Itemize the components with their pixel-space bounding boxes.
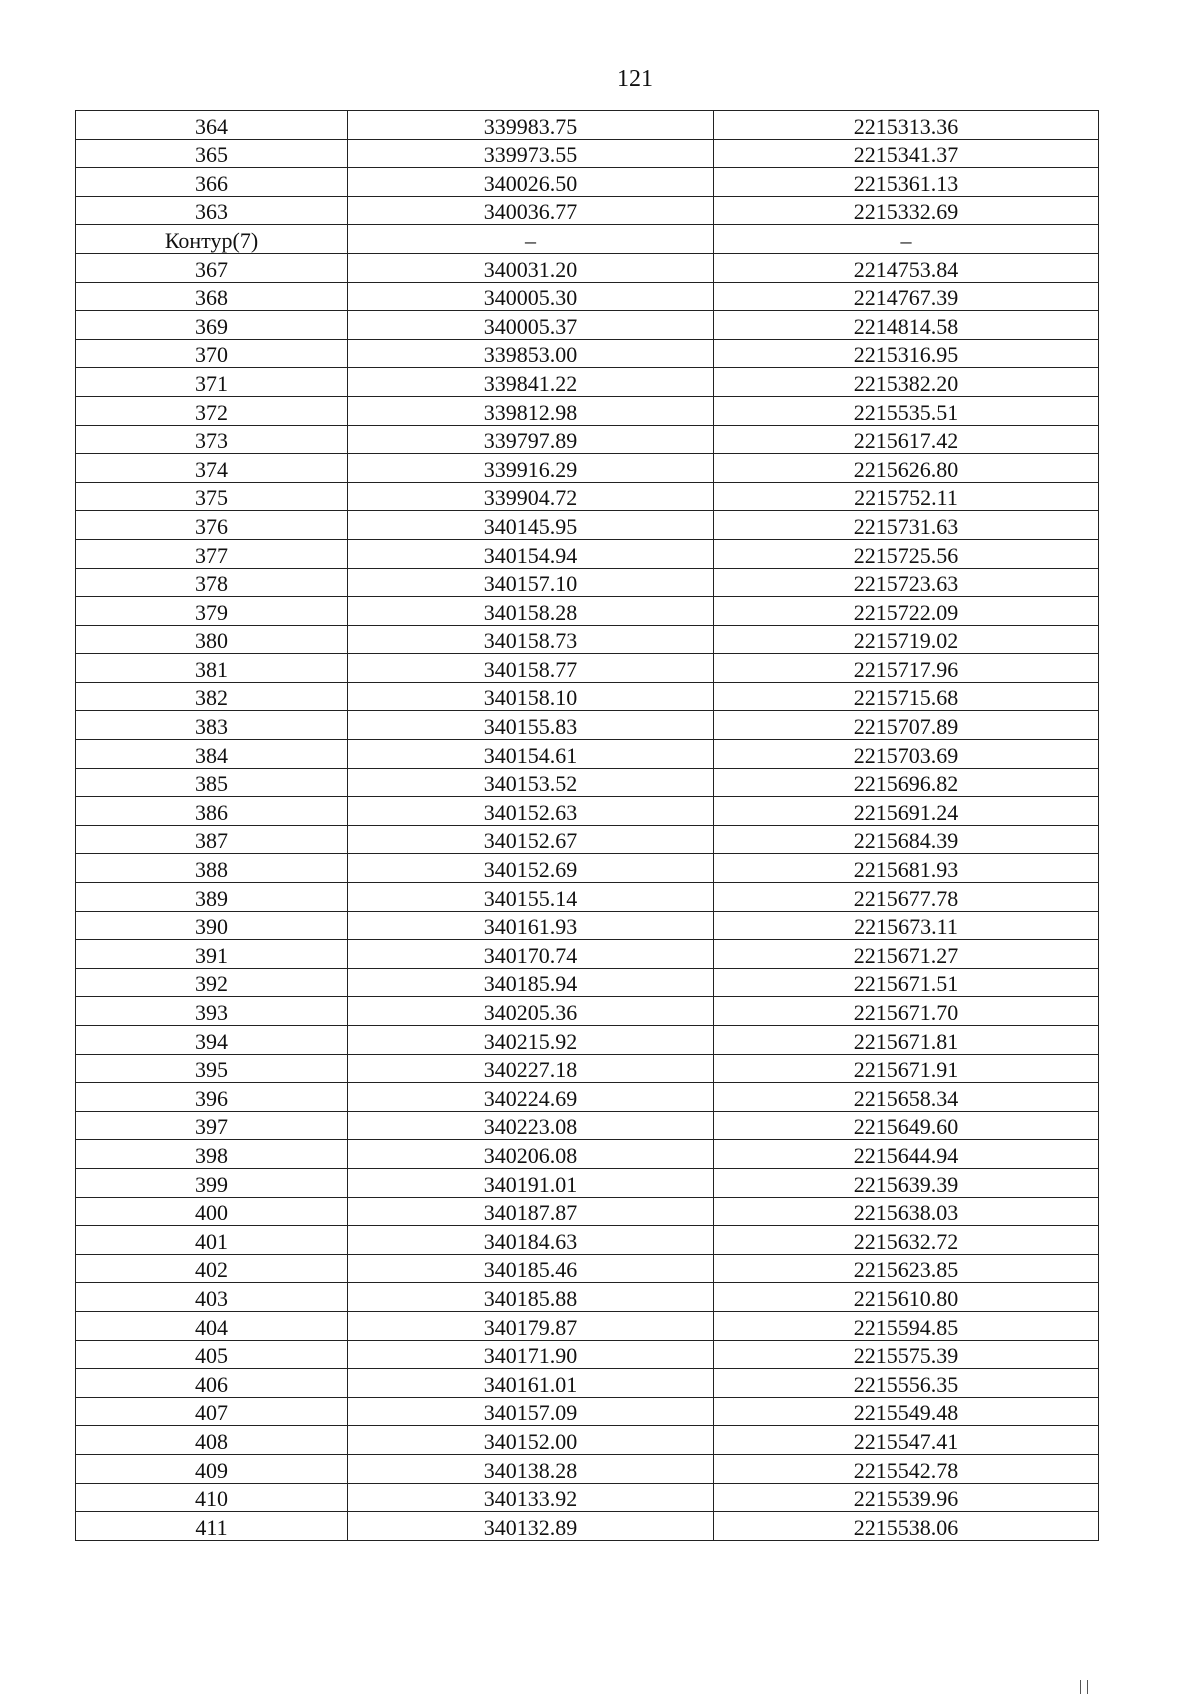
x-coordinate-cell: 340026.50	[348, 168, 714, 197]
table-row	[76, 1140, 1099, 1169]
x-coordinate-cell: 339853.00	[348, 339, 714, 368]
table-row	[76, 1111, 1099, 1140]
y-coordinate-cell: 2215623.85	[714, 1254, 1099, 1283]
y-coordinate-cell: 2215723.63	[714, 568, 1099, 597]
x-coordinate-cell: 340157.10	[348, 568, 714, 597]
point-number-cell: 379	[76, 597, 348, 626]
table-row	[76, 1283, 1099, 1312]
x-coordinate-cell: 340005.37	[348, 311, 714, 340]
x-coordinate-cell: 340184.63	[348, 1226, 714, 1255]
table-row	[76, 1168, 1099, 1197]
point-number-cell: 399	[76, 1168, 348, 1197]
table-row	[76, 311, 1099, 340]
table-row	[76, 168, 1099, 197]
table-row	[76, 968, 1099, 997]
y-coordinate-cell: 2215707.89	[714, 711, 1099, 740]
point-number-cell: 377	[76, 539, 348, 568]
x-coordinate-cell: 340036.77	[348, 196, 714, 225]
point-number-cell: 363	[76, 196, 348, 225]
table-row	[76, 768, 1099, 797]
table-row	[76, 740, 1099, 769]
x-coordinate-cell: 340157.09	[348, 1397, 714, 1426]
x-coordinate-cell: 340152.00	[348, 1426, 714, 1455]
x-coordinate-cell: 340185.88	[348, 1283, 714, 1312]
y-coordinate-cell: 2215594.85	[714, 1311, 1099, 1340]
point-number-cell: 370	[76, 339, 348, 368]
table-row	[76, 1226, 1099, 1255]
y-coordinate-cell: –	[714, 225, 1099, 254]
x-coordinate-cell: 340031.20	[348, 253, 714, 282]
point-number-cell: 410	[76, 1483, 348, 1512]
table-row	[76, 225, 1099, 254]
point-number-cell: 404	[76, 1311, 348, 1340]
y-coordinate-cell: 2215715.68	[714, 682, 1099, 711]
table-row	[76, 482, 1099, 511]
y-coordinate-cell: 2215671.70	[714, 997, 1099, 1026]
x-coordinate-cell: 340152.69	[348, 854, 714, 883]
table-row	[76, 1254, 1099, 1283]
point-number-cell: 402	[76, 1254, 348, 1283]
table-row	[76, 1311, 1099, 1340]
y-coordinate-cell: 2215575.39	[714, 1340, 1099, 1369]
table-row	[76, 797, 1099, 826]
x-coordinate-cell: 340227.18	[348, 1054, 714, 1083]
point-number-cell: 388	[76, 854, 348, 883]
point-number-cell: 381	[76, 654, 348, 683]
point-number-cell: 380	[76, 625, 348, 654]
x-coordinate-cell: 340005.30	[348, 282, 714, 311]
point-number-cell: 375	[76, 482, 348, 511]
y-coordinate-cell: 2215382.20	[714, 368, 1099, 397]
x-coordinate-cell: 340185.94	[348, 968, 714, 997]
point-number-cell: 395	[76, 1054, 348, 1083]
y-coordinate-cell: 2215671.51	[714, 968, 1099, 997]
table-row	[76, 1026, 1099, 1055]
x-coordinate-cell: –	[348, 225, 714, 254]
point-number-cell: 411	[76, 1512, 348, 1541]
table-row	[76, 111, 1099, 140]
x-coordinate-cell: 340152.67	[348, 825, 714, 854]
table-row	[76, 253, 1099, 282]
y-coordinate-cell: 2215341.37	[714, 139, 1099, 168]
table-row	[76, 454, 1099, 483]
y-coordinate-cell: 2215644.94	[714, 1140, 1099, 1169]
x-coordinate-cell: 339983.75	[348, 111, 714, 140]
scan-mark	[1080, 1680, 1088, 1694]
point-number-cell: 383	[76, 711, 348, 740]
point-number-cell: 390	[76, 911, 348, 940]
point-number-cell: 382	[76, 682, 348, 711]
table-row	[76, 339, 1099, 368]
x-coordinate-cell: 340223.08	[348, 1111, 714, 1140]
x-coordinate-cell: 340158.10	[348, 682, 714, 711]
x-coordinate-cell: 340158.73	[348, 625, 714, 654]
table-row	[76, 282, 1099, 311]
point-number-cell: 364	[76, 111, 348, 140]
table-row	[76, 825, 1099, 854]
point-number-cell: 400	[76, 1197, 348, 1226]
y-coordinate-cell: 2215542.78	[714, 1454, 1099, 1483]
x-coordinate-cell: 339812.98	[348, 396, 714, 425]
y-coordinate-cell: 2215671.81	[714, 1026, 1099, 1055]
point-number-cell: 366	[76, 168, 348, 197]
y-coordinate-cell: 2215703.69	[714, 740, 1099, 769]
table-row	[76, 711, 1099, 740]
y-coordinate-cell: 2215556.35	[714, 1369, 1099, 1398]
point-number-cell: 397	[76, 1111, 348, 1140]
y-coordinate-cell: 2215671.27	[714, 940, 1099, 969]
y-coordinate-cell: 2215626.80	[714, 454, 1099, 483]
page-number: 121	[617, 66, 653, 92]
x-coordinate-cell: 339916.29	[348, 454, 714, 483]
table-row	[76, 196, 1099, 225]
table-row	[76, 1397, 1099, 1426]
table-row	[76, 654, 1099, 683]
point-number-cell: 368	[76, 282, 348, 311]
x-coordinate-cell: 339973.55	[348, 139, 714, 168]
y-coordinate-cell: 2215649.60	[714, 1111, 1099, 1140]
point-number-cell: 385	[76, 768, 348, 797]
table-row	[76, 911, 1099, 940]
table-row	[76, 1054, 1099, 1083]
x-coordinate-cell: 340161.01	[348, 1369, 714, 1398]
x-coordinate-cell: 340158.77	[348, 654, 714, 683]
y-coordinate-cell: 2215549.48	[714, 1397, 1099, 1426]
point-number-cell: 392	[76, 968, 348, 997]
y-coordinate-cell: 2215731.63	[714, 511, 1099, 540]
x-coordinate-cell: 340153.52	[348, 768, 714, 797]
point-number-cell: 387	[76, 825, 348, 854]
x-coordinate-cell: 340145.95	[348, 511, 714, 540]
point-number-cell: 389	[76, 883, 348, 912]
y-coordinate-cell: 2215547.41	[714, 1426, 1099, 1455]
table-row	[76, 396, 1099, 425]
table-row	[76, 883, 1099, 912]
table-row	[76, 854, 1099, 883]
x-coordinate-cell: 340133.92	[348, 1483, 714, 1512]
table-row	[76, 625, 1099, 654]
point-number-cell: 373	[76, 425, 348, 454]
point-number-cell: 367	[76, 253, 348, 282]
x-coordinate-cell: 340185.46	[348, 1254, 714, 1283]
x-coordinate-cell: 339797.89	[348, 425, 714, 454]
x-coordinate-cell: 340155.14	[348, 883, 714, 912]
y-coordinate-cell: 2215722.09	[714, 597, 1099, 626]
x-coordinate-cell: 340224.69	[348, 1083, 714, 1112]
point-number-cell: 369	[76, 311, 348, 340]
y-coordinate-cell: 2215752.11	[714, 482, 1099, 511]
x-coordinate-cell: 340179.87	[348, 1311, 714, 1340]
table-row	[76, 682, 1099, 711]
x-coordinate-cell: 340187.87	[348, 1197, 714, 1226]
table-row	[76, 1083, 1099, 1112]
y-coordinate-cell: 2215539.96	[714, 1483, 1099, 1512]
table-row	[76, 511, 1099, 540]
point-number-cell: 394	[76, 1026, 348, 1055]
x-coordinate-cell: 340154.61	[348, 740, 714, 769]
table-row	[76, 1369, 1099, 1398]
y-coordinate-cell: 2215313.36	[714, 111, 1099, 140]
table-row	[76, 539, 1099, 568]
table-row	[76, 1454, 1099, 1483]
x-coordinate-cell: 340154.94	[348, 539, 714, 568]
table-row	[76, 568, 1099, 597]
y-coordinate-cell: 2215361.13	[714, 168, 1099, 197]
y-coordinate-cell: 2215332.69	[714, 196, 1099, 225]
table-row	[76, 597, 1099, 626]
table-row	[76, 1197, 1099, 1226]
x-coordinate-cell: 340191.01	[348, 1168, 714, 1197]
table-row	[76, 425, 1099, 454]
x-coordinate-cell: 340158.28	[348, 597, 714, 626]
x-coordinate-cell: 339841.22	[348, 368, 714, 397]
point-number-cell: 398	[76, 1140, 348, 1169]
y-coordinate-cell: 2215677.78	[714, 883, 1099, 912]
point-number-cell: 384	[76, 740, 348, 769]
y-coordinate-cell: 2215617.42	[714, 425, 1099, 454]
table-row	[76, 940, 1099, 969]
x-coordinate-cell: 340161.93	[348, 911, 714, 940]
point-number-cell: 365	[76, 139, 348, 168]
y-coordinate-cell: 2215719.02	[714, 625, 1099, 654]
point-number-cell: Контур(7)	[76, 225, 348, 254]
y-coordinate-cell: 2215535.51	[714, 396, 1099, 425]
table-row	[76, 368, 1099, 397]
table-row	[76, 997, 1099, 1026]
y-coordinate-cell: 2215538.06	[714, 1512, 1099, 1541]
table-row	[76, 139, 1099, 168]
coordinates-table-body	[76, 111, 1099, 1541]
y-coordinate-cell: 2215691.24	[714, 797, 1099, 826]
x-coordinate-cell: 340205.36	[348, 997, 714, 1026]
y-coordinate-cell: 2215632.72	[714, 1226, 1099, 1255]
y-coordinate-cell: 2215610.80	[714, 1283, 1099, 1312]
point-number-cell: 405	[76, 1340, 348, 1369]
y-coordinate-cell: 2215725.56	[714, 539, 1099, 568]
y-coordinate-cell: 2215717.96	[714, 654, 1099, 683]
y-coordinate-cell: 2214753.84	[714, 253, 1099, 282]
y-coordinate-cell: 2215671.91	[714, 1054, 1099, 1083]
point-number-cell: 371	[76, 368, 348, 397]
table-row	[76, 1426, 1099, 1455]
point-number-cell: 391	[76, 940, 348, 969]
y-coordinate-cell: 2214767.39	[714, 282, 1099, 311]
y-coordinate-cell: 2215316.95	[714, 339, 1099, 368]
point-number-cell: 406	[76, 1369, 348, 1398]
point-number-cell: 386	[76, 797, 348, 826]
y-coordinate-cell: 2215684.39	[714, 825, 1099, 854]
x-coordinate-cell: 340152.63	[348, 797, 714, 826]
point-number-cell: 372	[76, 396, 348, 425]
point-number-cell: 407	[76, 1397, 348, 1426]
point-number-cell: 401	[76, 1226, 348, 1255]
x-coordinate-cell: 340206.08	[348, 1140, 714, 1169]
x-coordinate-cell: 340170.74	[348, 940, 714, 969]
point-number-cell: 403	[76, 1283, 348, 1312]
point-number-cell: 409	[76, 1454, 348, 1483]
x-coordinate-cell: 340155.83	[348, 711, 714, 740]
point-number-cell: 408	[76, 1426, 348, 1455]
x-coordinate-cell: 339904.72	[348, 482, 714, 511]
y-coordinate-cell: 2214814.58	[714, 311, 1099, 340]
point-number-cell: 374	[76, 454, 348, 483]
point-number-cell: 378	[76, 568, 348, 597]
y-coordinate-cell: 2215658.34	[714, 1083, 1099, 1112]
point-number-cell: 396	[76, 1083, 348, 1112]
table-row	[76, 1340, 1099, 1369]
y-coordinate-cell: 2215639.39	[714, 1168, 1099, 1197]
table-row	[76, 1512, 1099, 1541]
coordinates-table	[75, 110, 1099, 1541]
point-number-cell: 376	[76, 511, 348, 540]
y-coordinate-cell: 2215673.11	[714, 911, 1099, 940]
x-coordinate-cell: 340215.92	[348, 1026, 714, 1055]
y-coordinate-cell: 2215681.93	[714, 854, 1099, 883]
x-coordinate-cell: 340171.90	[348, 1340, 714, 1369]
point-number-cell: 393	[76, 997, 348, 1026]
x-coordinate-cell: 340138.28	[348, 1454, 714, 1483]
x-coordinate-cell: 340132.89	[348, 1512, 714, 1541]
table-row	[76, 1483, 1099, 1512]
y-coordinate-cell: 2215696.82	[714, 768, 1099, 797]
y-coordinate-cell: 2215638.03	[714, 1197, 1099, 1226]
